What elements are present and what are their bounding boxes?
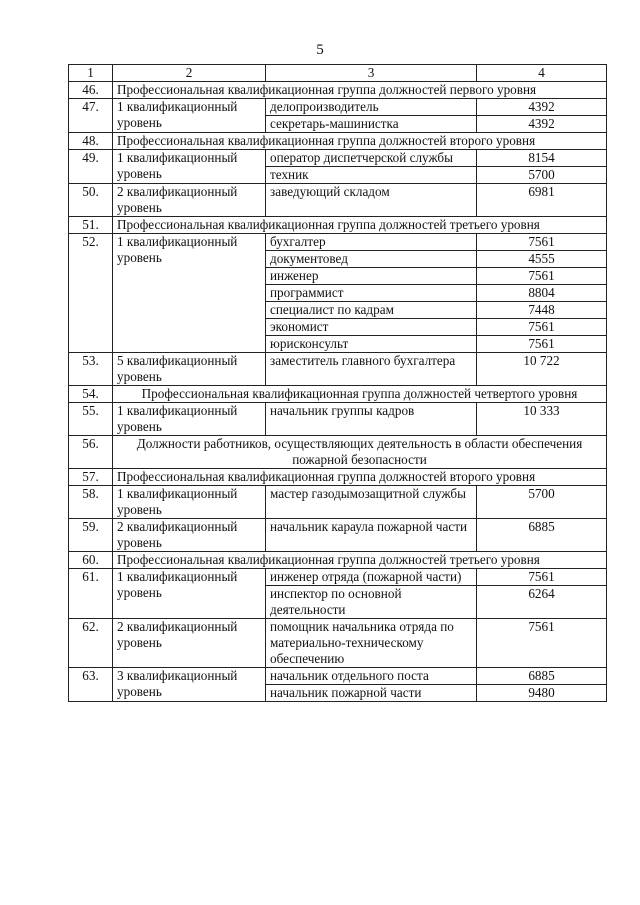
table-row xyxy=(69,569,607,586)
row-number: 60. xyxy=(69,552,113,569)
position-name: помощник начальника отряда по материально-техническому обеспечению xyxy=(266,619,477,668)
table-row xyxy=(69,619,607,668)
salary-value: 10 722 xyxy=(477,353,607,386)
salary-value: 8154 xyxy=(477,150,607,167)
qualification-level: 1 квалификационный уровень xyxy=(113,403,266,436)
qualification-level: 2 квалификационный уровень xyxy=(113,519,266,552)
table-row xyxy=(69,150,607,167)
salary-value: 7561 xyxy=(477,569,607,586)
row-number: 54. xyxy=(69,386,113,403)
salary-value: 6885 xyxy=(477,519,607,552)
group-row xyxy=(69,133,607,150)
group-title: Профессиональная квалификационная группа должностей четвертого уровня xyxy=(113,386,607,403)
position-name: начальник караула пожарной части xyxy=(266,519,477,552)
position-name: начальник группы кадров xyxy=(266,403,477,436)
position-name: экономист xyxy=(266,319,477,336)
position-name: программист xyxy=(266,285,477,302)
salary-value: 9480 xyxy=(477,685,607,702)
position-name: начальник пожарной части xyxy=(266,685,477,702)
header-col-1: 1 xyxy=(69,65,113,82)
group-title: Должности работников, осуществляющих деятельность в области обеспечения пожарной безопасности xyxy=(113,436,607,469)
table-header-row xyxy=(69,65,607,82)
row-number: 51. xyxy=(69,217,113,234)
row-number: 57. xyxy=(69,469,113,486)
salary-value: 4392 xyxy=(477,116,607,133)
position-name: мастер газодымозащитной службы xyxy=(266,486,477,519)
salary-value: 7561 xyxy=(477,619,607,668)
group-title: Профессиональная квалификационная группа должностей второго уровня xyxy=(113,133,607,150)
position-name: заместитель главного бухгалтера xyxy=(266,353,477,386)
position-name: бухгалтер xyxy=(266,234,477,251)
qualification-level: 1 квалификационный уровень xyxy=(113,486,266,519)
row-number: 53. xyxy=(69,353,113,386)
table-row xyxy=(69,353,607,386)
group-title: Профессиональная квалификационная группа должностей второго уровня xyxy=(113,469,607,486)
row-number: 50. xyxy=(69,184,113,217)
group-row xyxy=(69,386,607,403)
group-row xyxy=(69,436,607,469)
position-name: оператор диспетчерской службы xyxy=(266,150,477,167)
qualification-level: 1 квалификационный уровень xyxy=(113,569,266,619)
row-number: 55. xyxy=(69,403,113,436)
position-name: документовед xyxy=(266,251,477,268)
salary-value: 7561 xyxy=(477,336,607,353)
position-name: заведующий складом xyxy=(266,184,477,217)
salary-value: 7448 xyxy=(477,302,607,319)
position-name: специалист по кадрам xyxy=(266,302,477,319)
position-name: инженер xyxy=(266,268,477,285)
salary-value: 6981 xyxy=(477,184,607,217)
row-number: 52. xyxy=(69,234,113,353)
header-col-4: 4 xyxy=(477,65,607,82)
table-row xyxy=(69,234,607,251)
salary-value: 8804 xyxy=(477,285,607,302)
row-number: 61. xyxy=(69,569,113,619)
row-number: 46. xyxy=(69,82,113,99)
row-number: 58. xyxy=(69,486,113,519)
qualification-level: 3 квалификационный уровень xyxy=(113,668,266,702)
table-row xyxy=(69,403,607,436)
salary-table xyxy=(68,64,607,702)
table-row xyxy=(69,519,607,552)
salary-value: 6264 xyxy=(477,586,607,619)
qualification-level: 1 квалификационный уровень xyxy=(113,150,266,184)
position-name: инспектор по основной деятельности xyxy=(266,586,477,619)
qualification-level: 5 квалификационный уровень xyxy=(113,353,266,386)
row-number: 49. xyxy=(69,150,113,184)
qualification-level: 2 квалификационный уровень xyxy=(113,619,266,668)
group-row xyxy=(69,469,607,486)
salary-value: 4555 xyxy=(477,251,607,268)
position-name: юрисконсульт xyxy=(266,336,477,353)
salary-value: 5700 xyxy=(477,486,607,519)
position-name: секретарь-машинистка xyxy=(266,116,477,133)
row-number: 63. xyxy=(69,668,113,702)
position-name: инженер отряда (пожарной части) xyxy=(266,569,477,586)
salary-value: 4392 xyxy=(477,99,607,116)
salary-value: 6885 xyxy=(477,668,607,685)
salary-value: 7561 xyxy=(477,234,607,251)
position-name: начальник отдельного поста xyxy=(266,668,477,685)
group-title: Профессиональная квалификационная группа должностей первого уровня xyxy=(113,82,607,99)
salary-value: 10 333 xyxy=(477,403,607,436)
group-row xyxy=(69,217,607,234)
table-row xyxy=(69,668,607,685)
salary-value: 7561 xyxy=(477,319,607,336)
qualification-level: 1 квалификационный уровень xyxy=(113,99,266,133)
row-number: 62. xyxy=(69,619,113,668)
table-row xyxy=(69,99,607,116)
group-row xyxy=(69,552,607,569)
group-title: Профессиональная квалификационная группа должностей третьего уровня xyxy=(113,217,607,234)
row-number: 56. xyxy=(69,436,113,469)
position-name: техник xyxy=(266,167,477,184)
qualification-level: 1 квалификационный уровень xyxy=(113,234,266,353)
qualification-level: 2 квалификационный уровень xyxy=(113,184,266,217)
salary-value: 5700 xyxy=(477,167,607,184)
position-name: делопроизводитель xyxy=(266,99,477,116)
row-number: 59. xyxy=(69,519,113,552)
salary-value: 7561 xyxy=(477,268,607,285)
group-row xyxy=(69,82,607,99)
row-number: 48. xyxy=(69,133,113,150)
table-row xyxy=(69,486,607,519)
header-col-2: 2 xyxy=(113,65,266,82)
header-col-3: 3 xyxy=(266,65,477,82)
page-number: 5 xyxy=(316,42,324,58)
group-title: Профессиональная квалификационная группа должностей третьего уровня xyxy=(113,552,607,569)
table-row xyxy=(69,184,607,217)
row-number: 47. xyxy=(69,99,113,133)
